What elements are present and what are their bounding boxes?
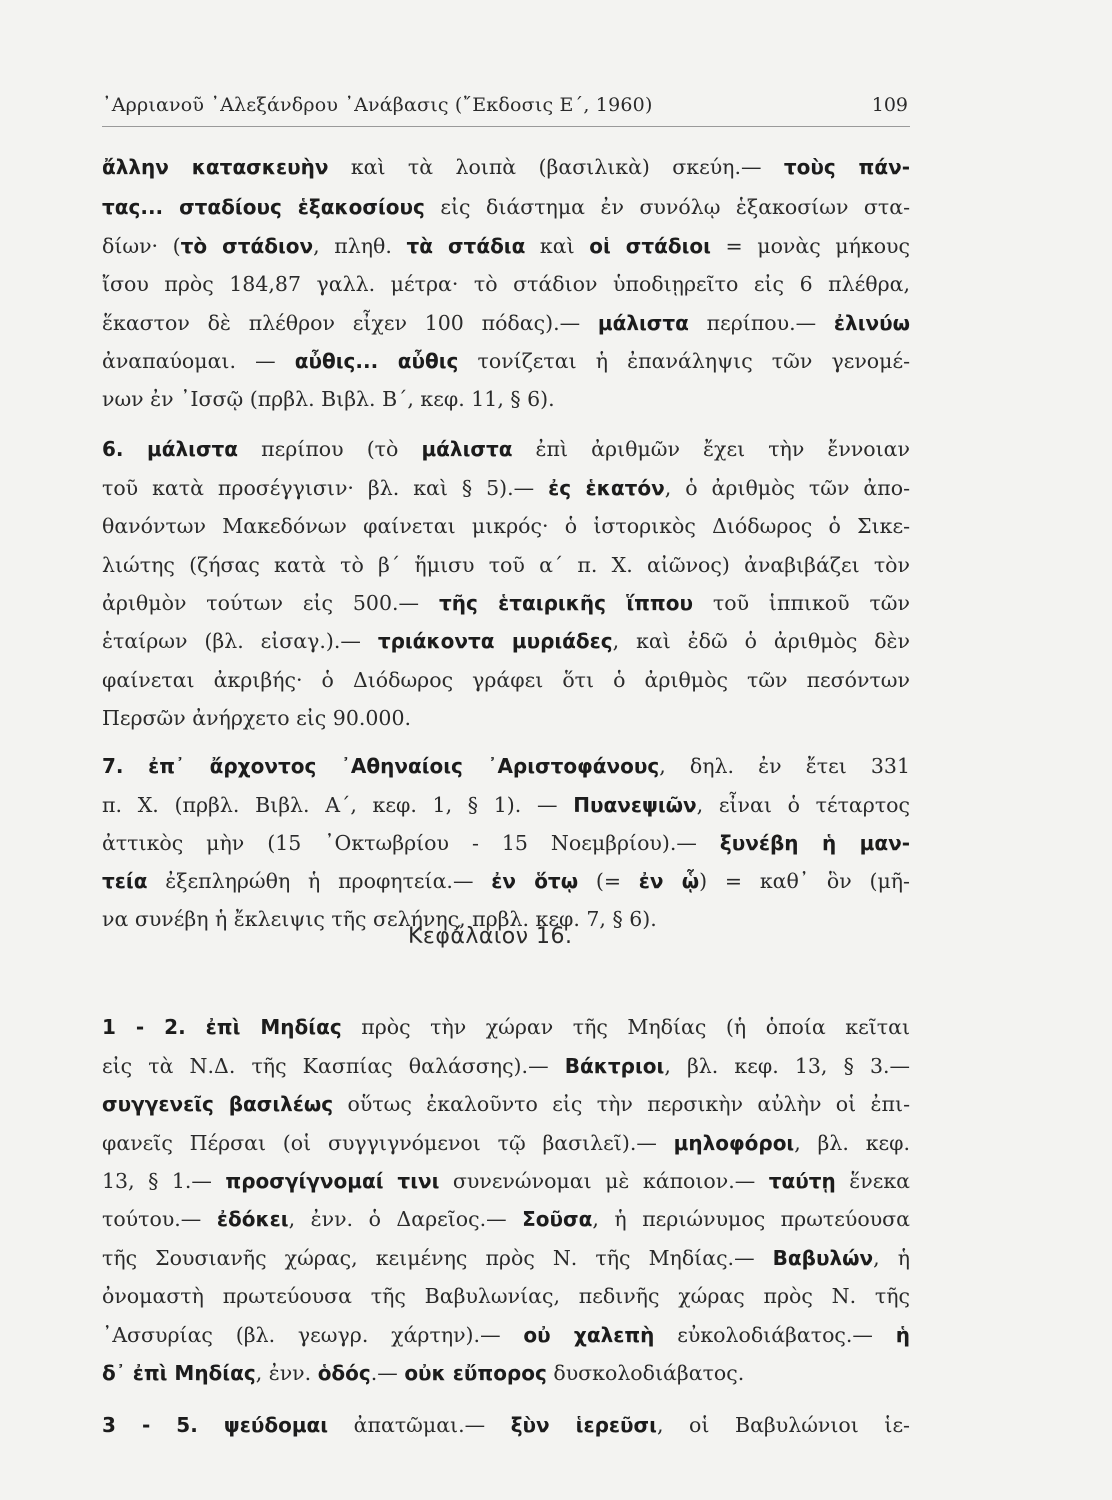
lemma-text: ἡ (895, 1323, 910, 1347)
lemma-text: ἄλλην κατασκευὴν (102, 155, 329, 179)
commentary-text: , οἱ Βαβυλώνιοι ἱε- (656, 1413, 910, 1437)
commentary-text: ὀνομαστὴ πρωτεύουσα τῆς Βαβυλωνίας, πεδινῆς χώρας πρὸς Ν. τῆς (102, 1284, 910, 1308)
text-line (102, 1015, 910, 1039)
commentary-text: δυσκολοδιάβατος. (546, 1361, 745, 1385)
commentary-text: ἀναπαύομαι. — (102, 349, 295, 373)
commentary-text: ἴσου πρὸς 184,87 γαλλ. μέτρα· τὸ στάδιον ὑποδιῃρεῖτο εἰς 6 πλέθρα, (102, 272, 910, 296)
commentary-text: δίων· ( (102, 234, 181, 258)
lemma-text: αὖθις... αὖθις (294, 349, 459, 373)
text-line (102, 1361, 910, 1385)
commentary-text: , βλ. κεφ. (794, 1131, 910, 1155)
text-line (102, 793, 910, 817)
commentary-text: ἑταίρων (βλ. εἰσαγ.).— (102, 629, 378, 653)
lemma-text: τὸ στάδιον (180, 234, 314, 258)
commentary-text: ) = καθ᾽ ὃν (μῆ- (699, 869, 910, 893)
commentary-text: Περσῶν ἀνήρχετο εἰς 90.000. (102, 706, 412, 730)
lemma-text: ἐδόκει (216, 1207, 289, 1231)
lemma-text: ξυνέβη ἡ μαν- (719, 831, 910, 855)
commentary-text: ἐπὶ ἀριθμῶν ἔχει τὴν ἔννοιαν (512, 437, 910, 461)
commentary-text: περίπου (τὸ (238, 437, 422, 461)
commentary-text: εἰς διάστημα ἐν συνόλῳ ἑξακοσίων στα- (424, 195, 910, 219)
lemma-text: ἐλινύω (833, 311, 910, 335)
commentary-text: λιώτης (ζήσας κατὰ τὸ β΄ ἥμισυ τοῦ α΄ π. Χ. αἰῶνος) ἀναβιβάζει τὸν (102, 553, 910, 577)
lemma-text: Πυανεψιῶν (573, 793, 697, 817)
commentary-text: φανεῖς Πέρσαι (οἱ συγγιγνόμενοι τῷ βασιλεῖ).— (102, 1131, 674, 1155)
lemma-text: προσγίγνομαί τινι (225, 1169, 440, 1193)
commentary-text: να συνέβη ἡ ἔκλειψις τῆς σελήνης, πρβλ. κεφ. 7, § 6). (102, 907, 657, 931)
commentary-text: ἕνεκα (835, 1169, 910, 1193)
lemma-text: ὁδός (317, 1361, 371, 1385)
text-line (102, 706, 910, 730)
lemma-text: μηλοφόροι (673, 1131, 795, 1155)
lemma-text: οὐ χαλεπὴ (523, 1323, 655, 1347)
text-line (102, 629, 910, 653)
commentary-text: καὶ (525, 234, 590, 258)
running-title: ᾽Αρριανοῦ ᾽Αλεξάνδρου ᾽Ανάβασις (῎Εκδοσις Ε΄, 1960) (102, 94, 653, 116)
text-line (102, 155, 910, 179)
lemma-text: Βαβυλών (772, 1246, 874, 1270)
text-line (102, 754, 910, 778)
commentary-text: τονίζεται ἡ ἐπανάληψις τῶν γενομέ- (458, 349, 910, 373)
lemma-text: 7. ἐπ᾽ ἄρχοντος ᾽Αθηναίοις ᾽Αριστοφάνους (102, 754, 660, 778)
commentary-text: τῆς Σουσιανῆς χώρας, κειμένης πρὸς Ν. τῆς Μηδίας.— (102, 1246, 773, 1270)
text-line (102, 311, 910, 335)
lemma-text: τεία (102, 869, 148, 893)
commentary-text: , εἶναι ὁ τέταρτος (696, 793, 910, 817)
commentary-text: τούτου.— (102, 1207, 217, 1231)
text-line (102, 1246, 910, 1270)
commentary-text: , πληθ. (313, 234, 407, 258)
lemma-text: μάλιστα (421, 437, 513, 461)
text-line (102, 869, 910, 893)
lemma-text: τας... σταδίους ἑξακοσίους (102, 195, 425, 219)
text-line (102, 234, 910, 258)
commentary-text: περίπου.— (688, 311, 834, 335)
commentary-text: τοῦ ἱππικοῦ τῶν (693, 591, 910, 615)
text-line (102, 514, 910, 538)
commentary-text: ἀττικὸς μὴν (15 ᾽Οκτωβρίου - 15 Νοεμβρίου).— (102, 831, 720, 855)
text-line (102, 1207, 910, 1231)
lemma-text: τὰ στάδια (406, 234, 526, 258)
text-line (102, 272, 910, 296)
lemma-text: ξὺν ἱερεῦσι (510, 1413, 657, 1437)
lemma-text: ἐν ὅτῳ (491, 869, 579, 893)
text-line (102, 1092, 910, 1116)
lemma-text: ἐν ᾧ (638, 869, 700, 893)
commentary-text: τοῦ κατὰ προσέγγισιν· βλ. καὶ § 5).— (102, 476, 549, 500)
lemma-text: οὐκ εὔπορος (404, 1361, 547, 1385)
chapter-heading: Κεφάλαιον 16. (408, 924, 573, 949)
text-line (102, 668, 910, 692)
commentary-text: καὶ τὰ λοιπὰ (βασιλικὰ) σκεύη.— (328, 155, 784, 179)
text-line (102, 591, 910, 615)
commentary-text: ἀπατῶμαι.— (328, 1413, 511, 1437)
commentary-text: (= (578, 869, 639, 893)
text-line (102, 349, 910, 373)
commentary-text: , καὶ ἐδῶ ὁ ἀριθμὸς δὲν (612, 629, 911, 653)
lemma-text: δ᾽ ἐπὶ Μηδίας (102, 1361, 256, 1385)
commentary-text: θανόντων Μακεδόνων φαίνεται μικρός· ὁ ἱστορικὸς Διόδωρος ὁ Σικε- (102, 514, 910, 538)
text-line (102, 476, 910, 500)
text-line (102, 1413, 910, 1437)
text-line (102, 831, 910, 855)
lemma-text: ταύτῃ (768, 1169, 836, 1193)
commentary-text: π. Χ. (πρβλ. Βιβλ. Α΄, κεφ. 1, § 1). — (102, 793, 574, 817)
text-line (102, 437, 910, 461)
lemma-text: 6. μάλιστα (102, 437, 239, 461)
lemma-text: 3 - 5. ψεύδομαι (102, 1413, 329, 1437)
page-number: 109 (871, 94, 908, 116)
lemma-text: οἱ στάδιοι (589, 234, 711, 258)
commentary-text: , ὁ ἀριθμὸς τῶν ἀπο- (664, 476, 910, 500)
commentary-text: φαίνεται ἀκριβής· ὁ Διόδωρος γράφει ὅτι ὁ ἀριθμὸς τῶν πεσόντων (102, 668, 910, 692)
commentary-text: , ἐνν. ὁ Δαρεῖος.— (288, 1207, 523, 1231)
commentary-text: πρὸς τὴν χώραν τῆς Μηδίας (ἡ ὁποία κεῖται (341, 1015, 910, 1039)
running-header (102, 92, 910, 127)
commentary-text: νων ἐν ᾽Ισσῷ (πρβλ. Βιβλ. Β΄, κεφ. 11, § 6). (102, 387, 555, 411)
text-line (102, 387, 910, 411)
commentary-text: ἀριθμὸν τούτων εἰς 500.— (102, 591, 439, 615)
commentary-text: .— (370, 1361, 405, 1385)
lemma-text: τριάκοντα μυριάδες (377, 629, 613, 653)
commentary-text: 13, § 1.— (102, 1169, 226, 1193)
lemma-text: μάλιστα (597, 311, 689, 335)
commentary-text: ἕκαστον δὲ πλέθρον εἶχεν 100 πόδας).— (102, 311, 598, 335)
lemma-text: συγγενεῖς βασιλέως (102, 1092, 334, 1116)
commentary-text: εὐκολοδιάβατος.— (654, 1323, 896, 1347)
lemma-text: τοὺς πάν- (783, 155, 910, 179)
text-line (102, 553, 910, 577)
lemma-text: Βάκτριοι (564, 1054, 665, 1078)
commentary-text: οὕτως ἐκαλοῦντο εἰς τὴν περσικὴν αὐλὴν οἱ ἐπι- (333, 1092, 910, 1116)
commentary-text: συνενώνομαι μὲ κάποιον.— (439, 1169, 769, 1193)
commentary-text: , βλ. κεφ. 13, § 3.— (664, 1054, 910, 1078)
commentary-text: , δηλ. ἐν ἔτει 331 (659, 754, 910, 778)
lemma-text: Σοῦσα (522, 1207, 593, 1231)
lemma-text: ἐς ἑκατόν (548, 476, 665, 500)
commentary-text: , ἐνν. (255, 1361, 318, 1385)
lemma-text: τῆς ἑταιρικῆς ἵππου (438, 591, 693, 615)
commentary-text: , ἡ περιώνυμος πρωτεύουσα (592, 1207, 910, 1231)
text-line (102, 1131, 910, 1155)
commentary-text: ᾽Ασσυρίας (βλ. γεωγρ. χάρτην).— (102, 1323, 524, 1347)
lemma-text: 1 - 2. ἐπὶ Μηδίας (102, 1015, 342, 1039)
text-line (102, 1323, 910, 1347)
commentary-text: , ἡ (873, 1246, 910, 1270)
text-line (102, 195, 910, 219)
text-line (102, 1054, 910, 1078)
commentary-text: ἐξεπληρώθη ἡ προφητεία.— (147, 869, 492, 893)
commentary-text: εἰς τὰ Ν.Δ. τῆς Κασπίας θαλάσσης).— (102, 1054, 565, 1078)
text-line (102, 1169, 910, 1193)
text-line (102, 1284, 910, 1308)
commentary-text: = μονὰς μήκους (710, 234, 910, 258)
